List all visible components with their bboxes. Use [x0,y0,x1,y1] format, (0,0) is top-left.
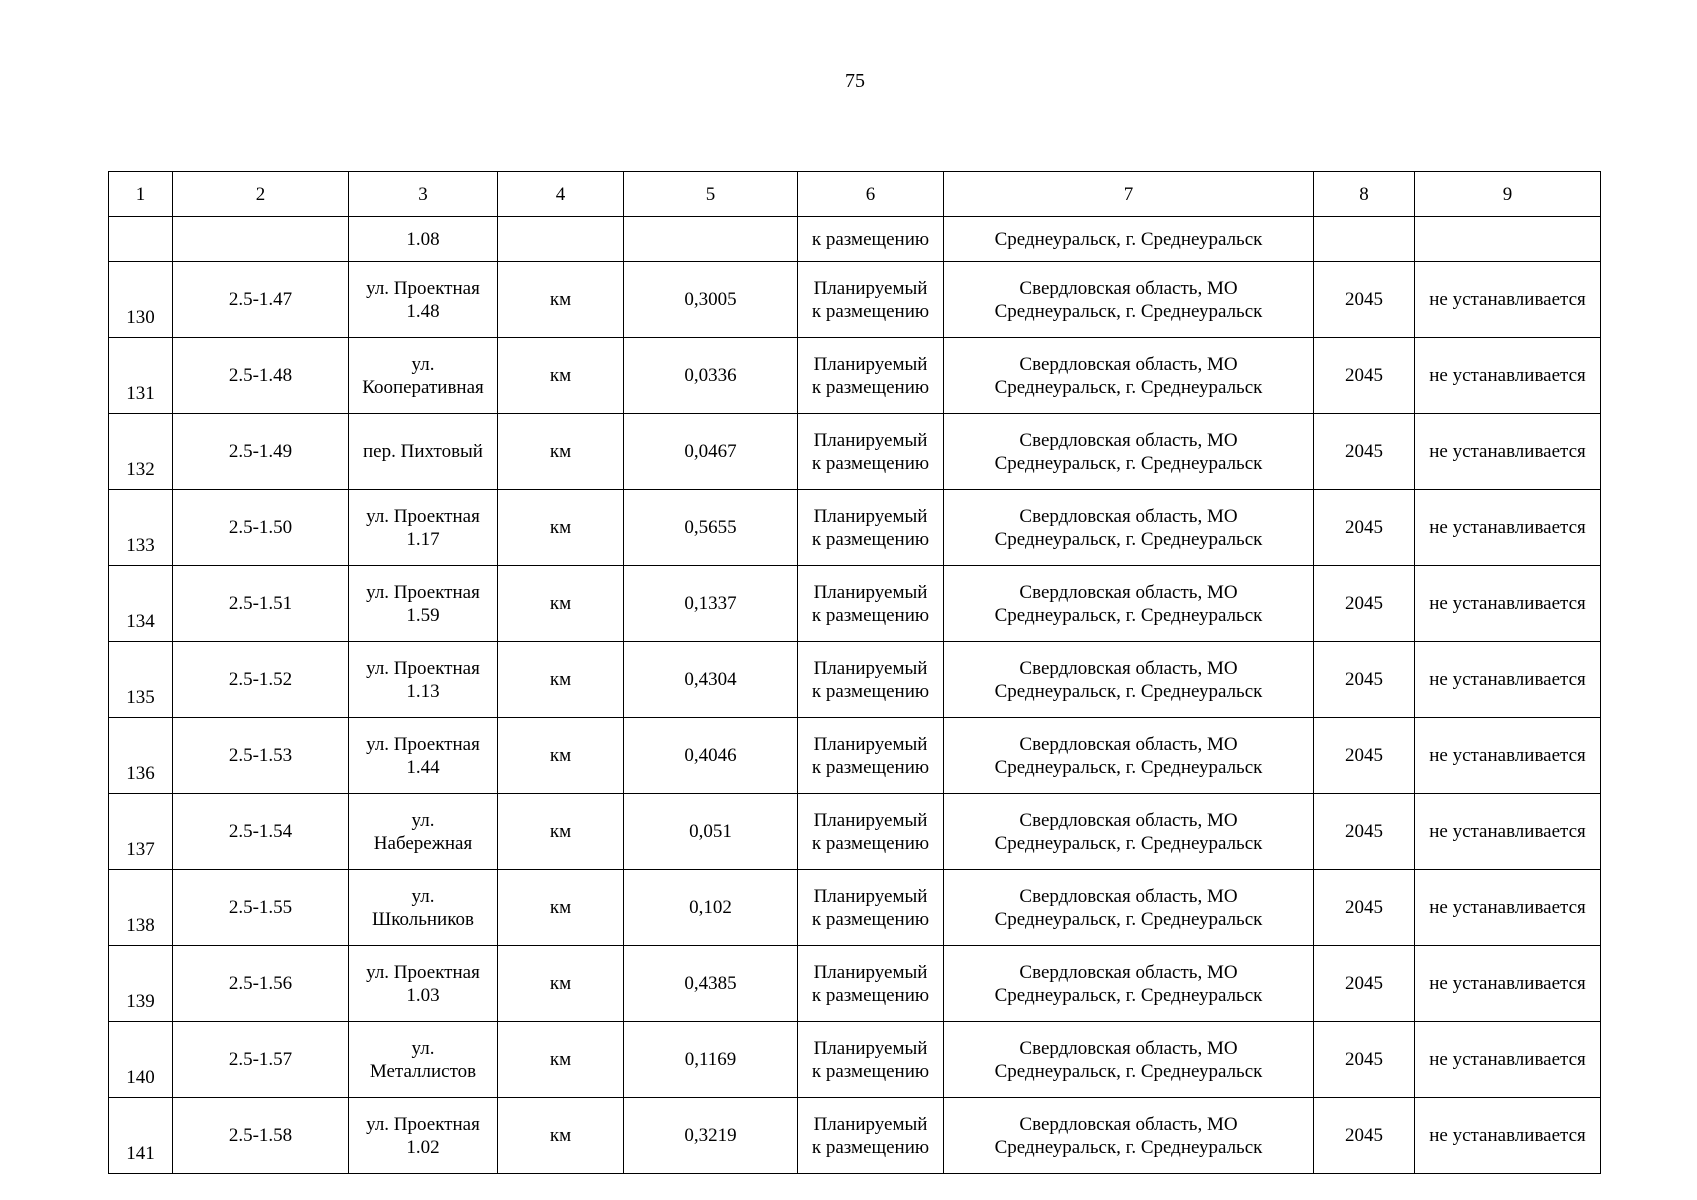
code-cell: 2.5-1.50 [173,490,349,566]
zone-cell: не устанавливается [1415,870,1601,946]
table-cell: Среднеуральск, г. Среднеуральск [944,217,1314,262]
object-name-line: ул. Проектная [366,961,480,983]
continuation-row [109,217,1601,262]
location-cell [944,718,1314,794]
row-number-cell: 131 [109,338,173,414]
zone-cell: не устанавливается [1415,946,1601,1022]
row-number-cell: 135 [109,642,173,718]
status-cell [798,414,944,490]
unit-cell: км [498,1098,624,1174]
location-line: Среднеуральск, г. Среднеуральск [994,376,1263,398]
object-name-line: Школьников [372,908,474,930]
status-line: Планируемый [813,733,928,755]
status-cell [798,1022,944,1098]
year-cell: 2045 [1314,946,1415,1022]
column-header: 3 [349,172,498,217]
object-name-cell [349,262,498,338]
year-cell: 2045 [1314,1022,1415,1098]
year-cell: 2045 [1314,262,1415,338]
table-row [109,262,1601,338]
year-cell: 2045 [1314,490,1415,566]
value-cell: 0,102 [624,870,798,946]
location-cell [944,566,1314,642]
object-name-line: ул. Проектная [366,1113,480,1135]
table-row [109,414,1601,490]
object-name-line: Кооперативная [362,376,484,398]
unit-cell: км [498,794,624,870]
table-header-row [109,172,1601,217]
table-row [109,1022,1601,1098]
object-name-line: 1.17 [406,528,440,550]
row-number-cell: 138 [109,870,173,946]
status-line: к размещению [811,984,930,1006]
row-number-cell: 141 [109,1098,173,1174]
column-header: 8 [1314,172,1415,217]
status-line: Планируемый [813,429,928,451]
object-name-line: ул. [411,353,435,375]
column-header: 5 [624,172,798,217]
year-cell: 2045 [1314,642,1415,718]
year-cell: 2045 [1314,718,1415,794]
code-cell: 2.5-1.52 [173,642,349,718]
status-line: Планируемый [813,885,928,907]
unit-cell: км [498,870,624,946]
status-line: к размещению [811,908,930,930]
code-cell: 2.5-1.48 [173,338,349,414]
location-line: Свердловская область, МО [1019,581,1238,603]
zone-cell: не устанавливается [1415,262,1601,338]
table-row [109,642,1601,718]
location-cell [944,870,1314,946]
status-line: Планируемый [813,353,928,375]
location-line: Свердловская область, МО [1019,733,1238,755]
location-line: Свердловская область, МО [1019,429,1238,451]
object-name-line: ул. Проектная [366,277,480,299]
status-cell [798,338,944,414]
location-cell [944,414,1314,490]
zone-cell: не устанавливается [1415,338,1601,414]
location-line: Среднеуральск, г. Среднеуральск [994,528,1263,550]
zone-cell: не устанавливается [1415,1022,1601,1098]
year-cell: 2045 [1314,794,1415,870]
year-cell: 2045 [1314,566,1415,642]
status-line: Планируемый [813,581,928,603]
location-cell [944,794,1314,870]
object-name-line: 1.59 [406,604,440,626]
location-cell [944,946,1314,1022]
value-cell: 0,1337 [624,566,798,642]
value-cell: 0,4046 [624,718,798,794]
object-name-line: 1.02 [406,1136,440,1158]
object-name-cell [349,414,498,490]
value-cell: 0,0336 [624,338,798,414]
table-row [109,718,1601,794]
object-name-line: 1.44 [406,756,440,778]
unit-cell: км [498,1022,624,1098]
status-cell [798,718,944,794]
table-cell [1415,217,1601,262]
location-line: Свердловская область, МО [1019,885,1238,907]
value-cell: 0,4385 [624,946,798,1022]
table-cell: к размещению [798,217,944,262]
table-row [109,566,1601,642]
location-line: Свердловская область, МО [1019,505,1238,527]
location-cell [944,642,1314,718]
unit-cell: км [498,414,624,490]
object-name-line: 1.03 [406,984,440,1006]
column-header: 9 [1415,172,1601,217]
table-cell [1314,217,1415,262]
location-line: Среднеуральск, г. Среднеуральск [994,300,1263,322]
status-line: к размещению [811,832,930,854]
object-name-line: пер. Пихтовый [363,441,483,462]
status-cell [798,642,944,718]
code-cell: 2.5-1.53 [173,718,349,794]
object-name-line: ул. Проектная [366,657,480,679]
code-cell: 2.5-1.57 [173,1022,349,1098]
object-name-cell [349,566,498,642]
table-row [109,870,1601,946]
column-header: 6 [798,172,944,217]
table-cell [173,217,349,262]
status-line: Планируемый [813,1113,928,1135]
zone-cell: не устанавливается [1415,414,1601,490]
table-cell [498,217,624,262]
status-line: Планируемый [813,505,928,527]
status-line: к размещению [811,604,930,626]
location-line: Среднеуральск, г. Среднеуральск [994,452,1263,474]
location-line: Свердловская область, МО [1019,1113,1238,1135]
object-name-line: 1.48 [406,300,440,322]
table-row [109,1098,1601,1174]
status-line: к размещению [811,1136,930,1158]
status-line: Планируемый [813,809,928,831]
unit-cell: км [498,946,624,1022]
status-cell [798,262,944,338]
data-table [108,171,1601,1174]
location-cell [944,1098,1314,1174]
table-row [109,946,1601,1022]
location-cell [944,262,1314,338]
status-cell [798,946,944,1022]
zone-cell: не устанавливается [1415,490,1601,566]
value-cell: 0,3005 [624,262,798,338]
zone-cell: не устанавливается [1415,1098,1601,1174]
value-cell: 0,3219 [624,1098,798,1174]
status-line: к размещению [811,1060,930,1082]
row-number-cell: 130 [109,262,173,338]
unit-cell: км [498,262,624,338]
object-name-cell [349,642,498,718]
status-line: к размещению [811,300,930,322]
value-cell: 0,5655 [624,490,798,566]
zone-cell: не устанавливается [1415,642,1601,718]
status-cell [798,1098,944,1174]
value-cell: 0,051 [624,794,798,870]
table-cell [624,217,798,262]
object-name-line: ул. Проектная [366,581,480,603]
status-line: Планируемый [813,657,928,679]
column-header: 1 [109,172,173,217]
location-line: Среднеуральск, г. Среднеуральск [994,984,1263,1006]
location-cell [944,1022,1314,1098]
location-line: Свердловская область, МО [1019,277,1238,299]
location-cell [944,338,1314,414]
zone-cell: не устанавливается [1415,794,1601,870]
column-header: 2 [173,172,349,217]
page-number: 75 [845,70,865,92]
object-name-line: 1.13 [406,680,440,702]
table-row [109,338,1601,414]
object-name-cell [349,718,498,794]
object-name-cell [349,1022,498,1098]
object-name-cell [349,946,498,1022]
location-line: Свердловская область, МО [1019,1037,1238,1059]
year-cell: 2045 [1314,1098,1415,1174]
status-cell [798,794,944,870]
value-cell: 0,0467 [624,414,798,490]
status-line: к размещению [811,680,930,702]
location-line: Свердловская область, МО [1019,657,1238,679]
status-cell [798,566,944,642]
year-cell: 2045 [1314,414,1415,490]
status-line: Планируемый [813,1037,928,1059]
location-line: Среднеуральск, г. Среднеуральск [994,832,1263,854]
table-body [109,172,1601,1174]
unit-cell: км [498,642,624,718]
row-number-cell: 133 [109,490,173,566]
location-line: Свердловская область, МО [1019,961,1238,983]
location-line: Среднеуральск, г. Среднеуральск [994,604,1263,626]
unit-cell: км [498,718,624,794]
row-number-cell: 132 [109,414,173,490]
code-cell: 2.5-1.47 [173,262,349,338]
code-cell: 2.5-1.54 [173,794,349,870]
object-name-line: ул. Проектная [366,505,480,527]
location-line: Свердловская область, МО [1019,809,1238,831]
row-number-cell: 136 [109,718,173,794]
object-name-line: ул. [411,1037,435,1059]
location-line: Среднеуральск, г. Среднеуральск [994,756,1263,778]
value-cell: 0,1169 [624,1022,798,1098]
status-line: Планируемый [813,277,928,299]
code-cell: 2.5-1.49 [173,414,349,490]
table-row [109,490,1601,566]
zone-cell: не устанавливается [1415,566,1601,642]
column-header: 7 [944,172,1314,217]
location-line: Среднеуральск, г. Среднеуральск [994,680,1263,702]
object-name-cell [349,490,498,566]
status-cell [798,490,944,566]
object-name-line: Металлистов [369,1060,477,1082]
table-row [109,794,1601,870]
location-line: Среднеуральск, г. Среднеуральск [994,908,1263,930]
code-cell: 2.5-1.58 [173,1098,349,1174]
location-line: Свердловская область, МО [1019,353,1238,375]
zone-cell: не устанавливается [1415,718,1601,794]
object-name-cell [349,870,498,946]
column-header: 4 [498,172,624,217]
location-line: Среднеуральск, г. Среднеуральск [994,1060,1263,1082]
object-name-cell [349,794,498,870]
row-number-cell: 137 [109,794,173,870]
object-name-cell [349,338,498,414]
code-cell: 2.5-1.56 [173,946,349,1022]
table-cell [109,217,173,262]
year-cell: 2045 [1314,338,1415,414]
status-line: к размещению [811,452,930,474]
object-name-line: ул. [411,809,435,831]
unit-cell: км [498,490,624,566]
table-cell: 1.08 [349,217,498,262]
object-name-line: Набережная [373,832,473,854]
object-name-cell [349,1098,498,1174]
code-cell: 2.5-1.51 [173,566,349,642]
status-line: к размещению [811,528,930,550]
value-cell: 0,4304 [624,642,798,718]
object-name-line: ул. [411,885,435,907]
row-number-cell: 134 [109,566,173,642]
year-cell: 2045 [1314,870,1415,946]
location-line: Среднеуральск, г. Среднеуральск [994,1136,1263,1158]
row-number-cell: 139 [109,946,173,1022]
unit-cell: км [498,338,624,414]
status-line: Планируемый [813,961,928,983]
status-cell [798,870,944,946]
unit-cell: км [498,566,624,642]
status-line: к размещению [811,756,930,778]
code-cell: 2.5-1.55 [173,870,349,946]
location-cell [944,490,1314,566]
row-number-cell: 140 [109,1022,173,1098]
object-name-line: ул. Проектная [366,733,480,755]
status-line: к размещению [811,376,930,398]
